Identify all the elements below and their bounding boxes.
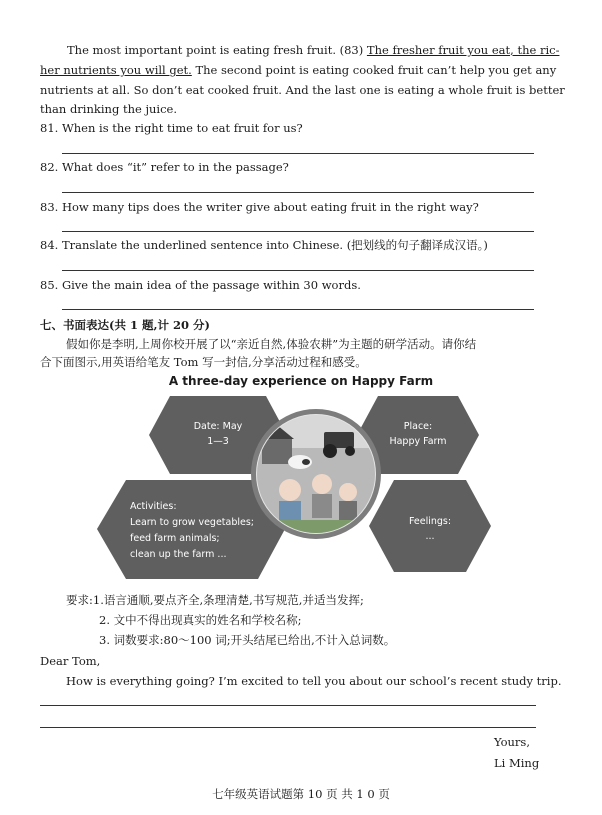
passage-text: The most important point is eating fresh fruit. (83): [67, 43, 367, 57]
farm-illustration: [250, 408, 382, 540]
section-title: 七、书面表达(共 1 题,计 20 分): [40, 318, 210, 332]
date-value: 1—3: [207, 436, 229, 447]
answer-line-85: [62, 309, 534, 310]
question-83: 83. How many tips does the writer give about eating fruit in the right way?: [40, 200, 479, 214]
passage-text: The second point is eating cooked fruit can’t help you get any: [191, 63, 557, 77]
writing-line-2: [40, 727, 536, 728]
underlined-sentence-part-2: her nutrients you will get.: [40, 63, 192, 77]
requirement-1: 要求:1.语言通顺,要点齐全,条理清楚,书写规范,并适当发挥;: [66, 593, 364, 607]
activity-3: clean up the farm ...: [130, 549, 227, 560]
passage-line-4: than drinking the juice.: [40, 102, 178, 116]
answer-line-81: [62, 153, 534, 154]
underlined-sentence-part-1: The fresher fruit you eat, the ric-: [366, 43, 560, 57]
feelings-value: ...: [425, 531, 435, 542]
question-82: 82. What does “it” refer to in the passage?: [40, 160, 289, 174]
signature: Li Ming: [494, 756, 540, 770]
activity-2: feed farm animals;: [130, 533, 220, 544]
place-value: Happy Farm: [389, 436, 447, 447]
writing-line-1: [40, 705, 536, 706]
activity-1: Learn to grow vegetables;: [130, 517, 255, 528]
activities-label: Activities:: [130, 501, 177, 512]
prompt-line-2: 合下面图示,用英语给笔友 Tom 写一封信,分享活动过程和感受。: [40, 355, 367, 369]
answer-line-84: [62, 270, 534, 271]
place-label: Place:: [403, 421, 433, 432]
passage-line-2: [40, 62, 556, 78]
requirement-3: 3. 词数要求:80～100 词;开头结尾已给出,不计入总词数。: [99, 633, 396, 647]
answer-line-82: [62, 192, 534, 193]
feelings-label: Feelings:: [408, 516, 452, 527]
letter-opening: How is everything going? I’m excited to tell you about our school’s recent study trip.: [66, 674, 562, 688]
requirement-2: 2. 文中不得出现真实的姓名和学校名称;: [99, 613, 302, 627]
closing: Yours,: [494, 735, 530, 749]
diagram-title: A three-day experience on Happy Farm: [168, 374, 434, 388]
salutation: Dear Tom,: [40, 654, 101, 668]
passage-line-1: [67, 42, 559, 58]
question-84: 84. Translate the underlined sentence into Chinese. (把划线的句子翻译成汉语。): [40, 238, 488, 252]
passage-line-3: nutrients at all. So don’t eat cooked fruit. And the last one is eating a whole fruit is better: [40, 83, 565, 97]
page-footer: 七年级英语试题第 10 页 共 1 0 页: [212, 787, 390, 801]
question-81: 81. When is the right time to eat fruit for us?: [40, 121, 303, 135]
prompt-line-1: 假如你是李明,上周你校开展了以“亲近自然,体验农耕”为主题的研学活动。请你结: [66, 337, 477, 351]
answer-line-83: [62, 231, 534, 232]
date-label: Date: May: [193, 421, 243, 432]
question-85: 85. Give the main idea of the passage within 30 words.: [40, 278, 361, 292]
feelings-hexagon: [368, 479, 492, 573]
